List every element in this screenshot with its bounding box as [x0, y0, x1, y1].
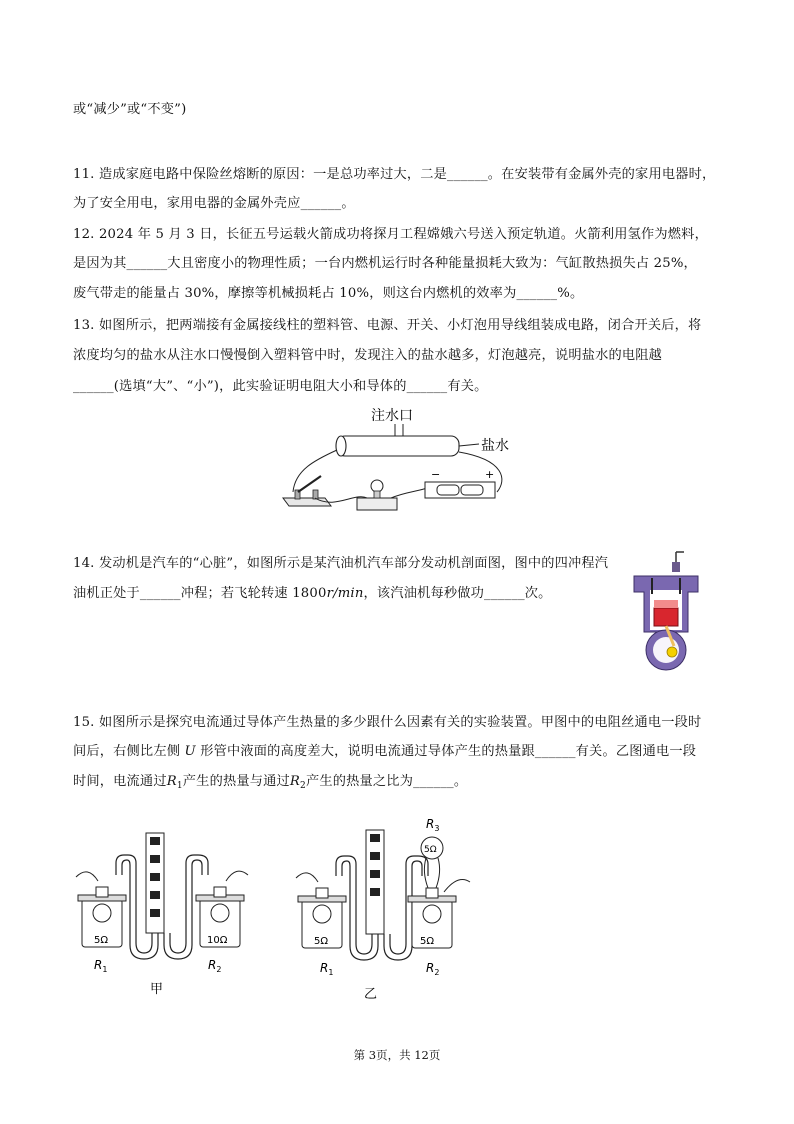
q15-line1: 15. 如图所示是探究电流通过导体产生热量的多少跟什么因素有关的实验装置。甲图中的电阻丝通电一段时	[73, 715, 702, 730]
piston-icon	[654, 608, 678, 626]
yi-r3-value: 5Ω	[424, 845, 437, 855]
inlet-label: 注水口	[371, 408, 413, 424]
yi-r-left: 5Ω	[314, 936, 329, 947]
q15-r1-sub: 1	[176, 781, 183, 791]
figure-jia	[72, 825, 272, 1000]
yi-label-r2: $R_2$	[426, 961, 440, 977]
q13-line2: 浓度均匀的盐水从注水口慢慢倒入塑料管中时，发现注入的盐水越多，灯泡越亮，说明盐水的电阻越	[73, 348, 663, 363]
jia-r-left: 5Ω	[94, 935, 109, 946]
q15-r2-symbol: R	[289, 774, 301, 789]
jia-label-r1: $R_1$	[94, 958, 108, 974]
q12-line1: 12. 2024 年 5 月 3 日，长征五号运载火箭成功将探月工程嫦娥六号送入预定轨道。火箭利用氢作为燃料，	[73, 227, 708, 242]
q15-r2-sub: 2	[300, 781, 306, 791]
q11-line2: 为了安全用电，家用电器的金属外壳应______。	[73, 196, 355, 211]
yi-caption: 乙	[364, 987, 378, 1002]
q15-line2	[73, 742, 696, 762]
salt-water-circuit-figure	[275, 400, 520, 520]
battery-icon	[425, 468, 495, 498]
q14-rpm-value: 1800	[292, 586, 327, 601]
q11-line1: 11. 造成家庭电路中保险丝熔断的原因：一是总功率过大，二是______。在安装带有金属外壳的家用电器时，	[73, 167, 716, 182]
q14-text-a: 油机正处于______冲程；若飞轮转速	[73, 586, 293, 601]
q15-r1-symbol: R	[166, 774, 177, 789]
yi-label-r1: $R_1$	[320, 961, 334, 977]
q13-line3: ______(选填“大”、“小”)，此实验证明电阻大小和导体的______有关。	[73, 379, 488, 394]
q15-text-e: 产生的热量之比为______。	[305, 774, 468, 789]
q13-line1: 13. 如图所示，把两端接有金属接线柱的塑料管、电源、开关、小灯泡用导线组装成电路，闭合开关后，将	[73, 318, 702, 333]
jia-caption: 甲	[150, 982, 164, 997]
yi-r-right: 5Ω	[420, 936, 435, 947]
jia-label-r2: $R_2$	[208, 958, 222, 974]
q15-text-d: 产生的热量与通过	[182, 774, 290, 789]
q14-text-b: ，该汽油机每秒做功______次。	[363, 586, 552, 601]
plus-sign: +	[485, 468, 495, 481]
light-bulb-icon	[357, 480, 397, 510]
minus-sign: −	[431, 468, 441, 481]
continuation-line: 或“减少”或“不变”)	[73, 102, 187, 117]
q15-text-a: 间后，右侧比左侧	[73, 744, 185, 759]
q15-text-b: 形管中液面的高度差大，说明电流通过导体产生的热量跟______有关。乙图通电一段	[195, 744, 697, 759]
engine-cross-section-figure	[628, 550, 704, 672]
q15-line3	[73, 772, 467, 796]
q14-line2	[73, 584, 552, 604]
salt-water-label: 盐水	[481, 438, 509, 454]
yi-label-r3: $R_3$	[426, 817, 440, 833]
figure-yi	[292, 808, 522, 1003]
q12-line3: 废气带走的能量占 30%，摩擦等机械损耗占 10%，则这台内燃机的效率为______%。	[73, 286, 584, 301]
q12-line2: 是因为其______大且密度小的物理性质；一台内燃机运行时各种能量损耗大致为：气缸散热损失占 25%，	[73, 256, 697, 271]
q15-text-c: 时间，电流通过	[73, 774, 167, 789]
page-footer: 第 3页，共 12页	[353, 1048, 441, 1062]
jia-r-right: 10Ω	[207, 935, 228, 946]
q15-u-symbol: U	[184, 744, 196, 759]
q14-rpm-unit: r/min	[326, 586, 364, 601]
q14-line1: 14. 发动机是汽车的“心脏”，如图所示是某汽油机汽车部分发动机剖面图，图中的四冲程汽	[73, 556, 609, 571]
plastic-tube	[337, 436, 459, 456]
